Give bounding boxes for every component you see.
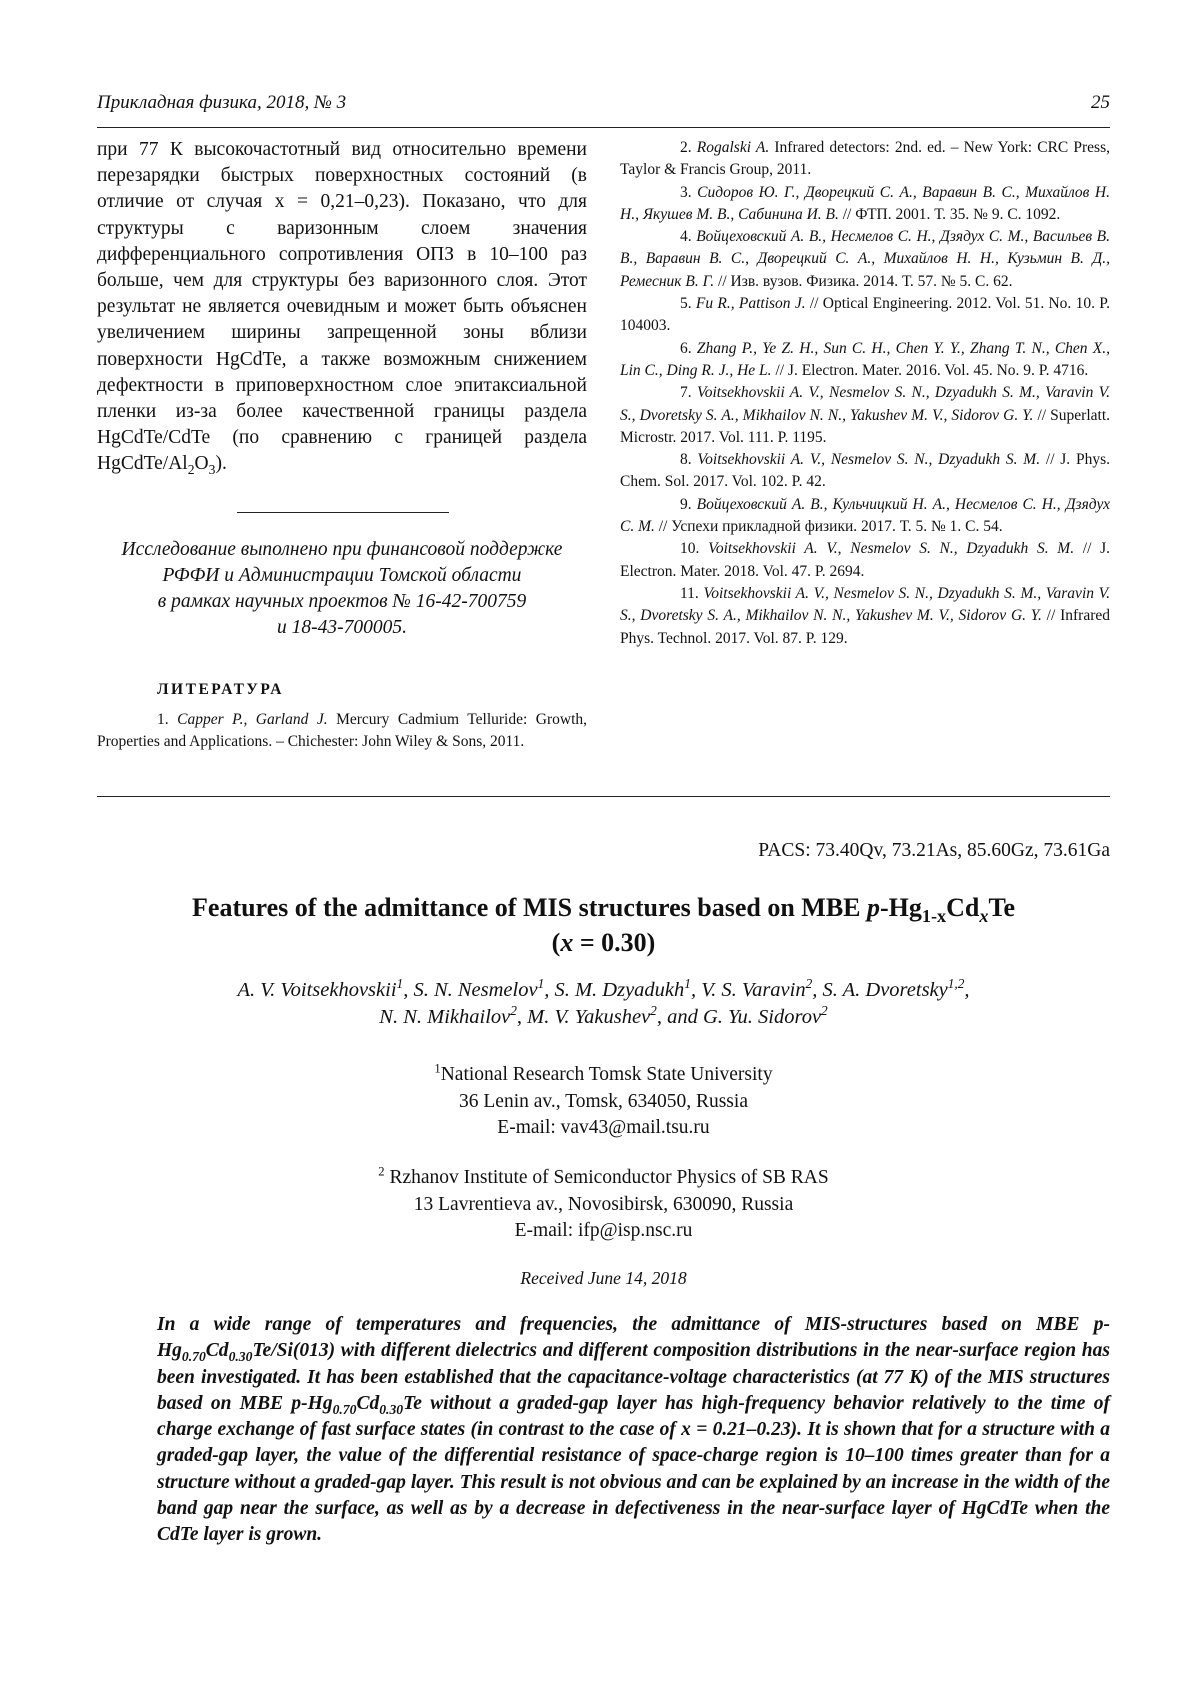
- paragraph-text: O: [194, 453, 209, 475]
- reference-authors: Zhang P., Ye Z. H., Sun C. H., Chen Y. Y., Zhang T. N., Chen X., Lin C., Ding R. J., He L.: [620, 339, 1110, 379]
- affiliation-address: 13 Lavrentieva av., Novosibirsk, 630090, Russia: [413, 1193, 794, 1215]
- abstract-text: Te without a graded-gap layer has high-frequency behavior relatively to the time of charge exchange of fast surface states (in contrast to the case of x = 0.21–0.23). It is shown that for a structure with a graded-gap layer, the value of the differential resistance of space-charge region is 10–100 times greater than for a structure without a graded-gap layer. This result is not obvious and can be explained by an increase in the width of the band gap near the surface, as well as by a decrease in defectiveness in the near-surface layer of HgCdTe when the CdTe layer is grown.: [157, 1392, 1110, 1546]
- affiliation-marker: 1: [684, 976, 691, 992]
- reference-item: [620, 494, 1110, 539]
- subscript: 0.30: [228, 1349, 253, 1365]
- reference-authors: Войцеховский А. В., Кульчицкий Н. А., Несмелов С. Н., Дзядух С. М.: [620, 495, 1110, 536]
- affiliation-name: [97, 1165, 1110, 1192]
- abstract-text: Cd: [205, 1340, 229, 1362]
- title-text: (: [551, 928, 561, 957]
- reference-number: 4.: [680, 228, 692, 246]
- reference-item: [620, 382, 1110, 449]
- author-name: S. M. Dzyadukh: [554, 979, 685, 1001]
- reference-authors: Войцеховский А. В., Несмелов С. Н., Дзядух С. М., Васильев В. В., Варавин В. С., Дворецкий С. А., Михайлов Н. Н., Кузьмин В. Д., Ремесник В. Г.: [620, 228, 1111, 290]
- affiliation-marker: 1: [396, 976, 404, 992]
- institution: National Research Tomsk State University: [440, 1064, 773, 1085]
- title-text: Features of the admittance of MIS structures based on MBE: [192, 893, 867, 922]
- author-line-1: [97, 977, 1110, 1004]
- abstract: [157, 1312, 1110, 1549]
- title-text: p: [867, 893, 880, 922]
- reference-authors: Voitsekhovskii A. V., Nesmelov S. N., Dzyadukh S. M., Varavin V. S., Dvoretsky S. A., Mikhailov N. N., Yakushev M. V., Sidorov G. Y.: [620, 384, 1111, 424]
- title-text: x: [560, 928, 574, 957]
- reference-item: [620, 226, 1110, 293]
- subscript: [922, 906, 946, 926]
- paragraph-text: ).: [215, 453, 227, 475]
- affiliation-marker: 2: [650, 1003, 657, 1019]
- affiliation-email: E-mail: vav43@mail.tsu.ru: [497, 1117, 710, 1138]
- paragraph-text: при 77 К высокочастотный вид относительно времени перезарядки быстрых поверхностных состояний (в отличие от случая x = 0,21–0,23). Показано, что для структуры с варизонным слоем значения дифференциального сопротивления ОПЗ в 10–100 раз больше, чем для структуры без варизонного слоя. Этот результат не является очевидным и может быть объяснен увеличением ширины запрещенной зоны вблизи поверхности HgCdTe, а также возможным снижением дефектности в приповерхностном слое эпитаксиальной пленки из-за более качественной границы раздела HgCdTe/CdTe (по сравнению с границей раздела HgCdTe/Al: [97, 139, 587, 475]
- reference-authors: Voitsekhovskii A. V., Nesmelov S. N., Dzyadukh S. M.: [697, 451, 1041, 469]
- title-text: -Hg: [880, 893, 922, 922]
- reference-authors: Voitsekhovskii A. V., Nesmelov S. N., Dzyadukh S. M.: [708, 540, 1075, 558]
- affiliation-marker: 2: [821, 1003, 828, 1019]
- separator: ,: [812, 979, 823, 1001]
- reference-authors: Voitsekhovskii A. V., Nesmelov S. N., Dzyadukh S. M., Varavin V. S., Dvoretsky S. A., Mikhailov N. N., Yakushev M. V., Sidorov G. Y.: [620, 584, 1111, 625]
- reference-number: 7.: [680, 384, 692, 402]
- reference-number: 5.: [680, 295, 692, 313]
- section-divider: [237, 512, 449, 513]
- subscript-text: 1-x: [921, 906, 947, 927]
- header-divider: [97, 127, 1110, 128]
- reference-source: Infrared detectors: 2nd. ed. – New York: CRC Press, Taylor & Francis Group, 2011.: [620, 139, 1110, 179]
- reference-number: 1.: [157, 710, 169, 728]
- reference-item: [620, 137, 1110, 182]
- reference-item: [620, 449, 1110, 494]
- reference-source: // Optical Engineering. 2012. Vol. 51. No. 10. P. 104003.: [620, 295, 1110, 335]
- separator: ,: [544, 979, 555, 1001]
- author-name: G. Yu. Sidorov: [702, 1006, 822, 1028]
- title-text: Te: [988, 893, 1015, 922]
- separator: ,: [516, 1006, 528, 1028]
- page-number: 25: [1091, 92, 1110, 113]
- reference-item: [97, 709, 587, 754]
- reference-number: 3.: [680, 183, 692, 201]
- reference-source: // Infrared Phys. Technol. 2017. Vol. 87. P. 129.: [620, 607, 1110, 647]
- subscript: 0.70: [332, 1401, 357, 1417]
- reference-item: [620, 338, 1110, 383]
- reference-number: 6.: [680, 339, 692, 357]
- reference-source: // J. Phys. Chem. Sol. 2017. Vol. 102. P. 42.: [620, 451, 1110, 491]
- acknowledgement: [97, 537, 587, 641]
- subscript: 2: [187, 462, 195, 478]
- reference-authors: Fu R., Pattison J.: [695, 295, 806, 313]
- subscript-text: x: [979, 906, 989, 927]
- author-name: V. S. Varavin: [701, 979, 806, 1001]
- reference-item: [620, 583, 1110, 650]
- reference-authors: Rogalski A.: [696, 139, 770, 156]
- reference-source: // ФТП. 2001. Т. 35. № 9. С. 1092.: [838, 205, 1061, 223]
- subscript: 3: [208, 462, 216, 478]
- author-name: S. N. Nesmelov: [413, 979, 538, 1001]
- separator: ,: [964, 979, 970, 1001]
- title-text: Cd: [946, 893, 980, 922]
- affiliation-email: E-mail: ifp@isp.nsc.ru: [514, 1220, 693, 1241]
- abstract-text: Te/Si(013) with different dielectrics and different composition distributions in the near-surface region has been investigated. It has been established that the capacitance-voltage characteristics (at 77 K) of the MIS structures based on MBE p-Hg: [157, 1340, 1110, 1414]
- reference-source: // J. Electron. Mater. 2016. Vol. 45. No. 9. P. 4716.: [771, 361, 1089, 379]
- title-text: = 0.30): [573, 928, 656, 957]
- right-column: [620, 137, 1110, 650]
- title-line-2: [97, 925, 1110, 960]
- reference-item: [620, 538, 1110, 583]
- acknowledgement-line: РФФИ и Администрации Томской области: [162, 564, 522, 586]
- affiliation-name: [97, 1062, 1110, 1089]
- affiliation-marker: 1: [537, 976, 545, 992]
- affiliation-marker: 1,2: [947, 976, 965, 992]
- affiliation-marker: 2: [805, 976, 813, 992]
- author-name: M. V. Yakushev: [527, 1006, 651, 1028]
- reference-number: 9.: [680, 495, 692, 513]
- author-name: A. V. Voitsekhovskii: [237, 979, 397, 1001]
- reference-authors: Сидоров Ю. Г., Дворецкий С. А., Варавин В. С., Михайлов Н. Н., Якушев М. В., Сабинина И. В.: [620, 183, 1110, 223]
- institution: Rzhanov Institute of Semiconductor Physics of SB RAS: [384, 1167, 829, 1188]
- separator: , and: [656, 1006, 703, 1028]
- affiliation-2: [97, 1165, 1110, 1245]
- reference-number: 10.: [680, 540, 700, 558]
- reference-source: Mercury Cadmium Telluride: Growth, Properties and Applications. – Chichester: John Wiley & Sons, 2011.: [97, 710, 587, 750]
- separator: ,: [403, 979, 414, 1001]
- article-title: [97, 890, 1110, 960]
- received-date: Received June 14, 2018: [520, 1268, 687, 1288]
- pacs-codes: PACS: 73.40Qv, 73.21As, 85.60Gz, 73.61Ga: [758, 840, 1110, 861]
- title-line-1: [97, 890, 1110, 925]
- reference-source: // J. Electron. Mater. 2018. Vol. 47. P. 2694.: [620, 540, 1110, 580]
- reference-item: [620, 182, 1110, 227]
- author-list: [97, 977, 1110, 1031]
- affiliation-marker: 2: [510, 1003, 517, 1019]
- acknowledgement-line: и 18-43-700005.: [277, 616, 407, 638]
- running-header-journal: Прикладная физика, 2018, № 3: [97, 92, 347, 113]
- reference-number: 2.: [680, 139, 692, 156]
- reference-source: // Изв. вузов. Физика. 2014. Т. 57. № 5. С. 62.: [714, 272, 1013, 290]
- reference-number: 8.: [680, 451, 692, 469]
- reference-number: 11.: [680, 584, 699, 602]
- affiliation-marker: 1: [434, 1061, 441, 1076]
- reference-source: // Успехи прикладной физики. 2017. Т. 5. № 1. С. 54.: [654, 518, 1003, 536]
- acknowledgement-line: в рамках научных проектов № 16-42-700759: [157, 590, 527, 612]
- author-name: S. A. Dvoretsky: [822, 979, 948, 1001]
- reference-item: [620, 293, 1110, 338]
- abstract-text: Cd: [356, 1392, 380, 1414]
- affiliation-address: 36 Lenin av., Tomsk, 634050, Russia: [459, 1090, 748, 1112]
- subscript: 0.30: [379, 1401, 404, 1417]
- reference-source: // Superlatt. Microstr. 2017. Vol. 111. P. 1195.: [620, 406, 1111, 446]
- affiliation-1: [97, 1062, 1110, 1142]
- left-column: [97, 137, 587, 753]
- affiliation-marker: 2: [378, 1164, 385, 1179]
- separator: ,: [690, 979, 702, 1001]
- body-paragraph: [97, 137, 587, 478]
- literature-heading: ЛИТЕРАТУРА: [157, 680, 284, 698]
- acknowledgement-line: Исследование выполнено при финансовой поддержке: [121, 538, 563, 560]
- reference-authors: Capper P., Garland J.: [177, 710, 328, 728]
- article-divider: [97, 796, 1110, 797]
- author-line-2: [97, 1004, 1110, 1031]
- abstract-text: In a wide range of temperatures and frequencies, the admittance of MIS-structures based on MBE p-Hg: [157, 1314, 1110, 1362]
- author-name: N. N. Mikhailov: [379, 1006, 511, 1028]
- subscript: 0.70: [181, 1349, 206, 1365]
